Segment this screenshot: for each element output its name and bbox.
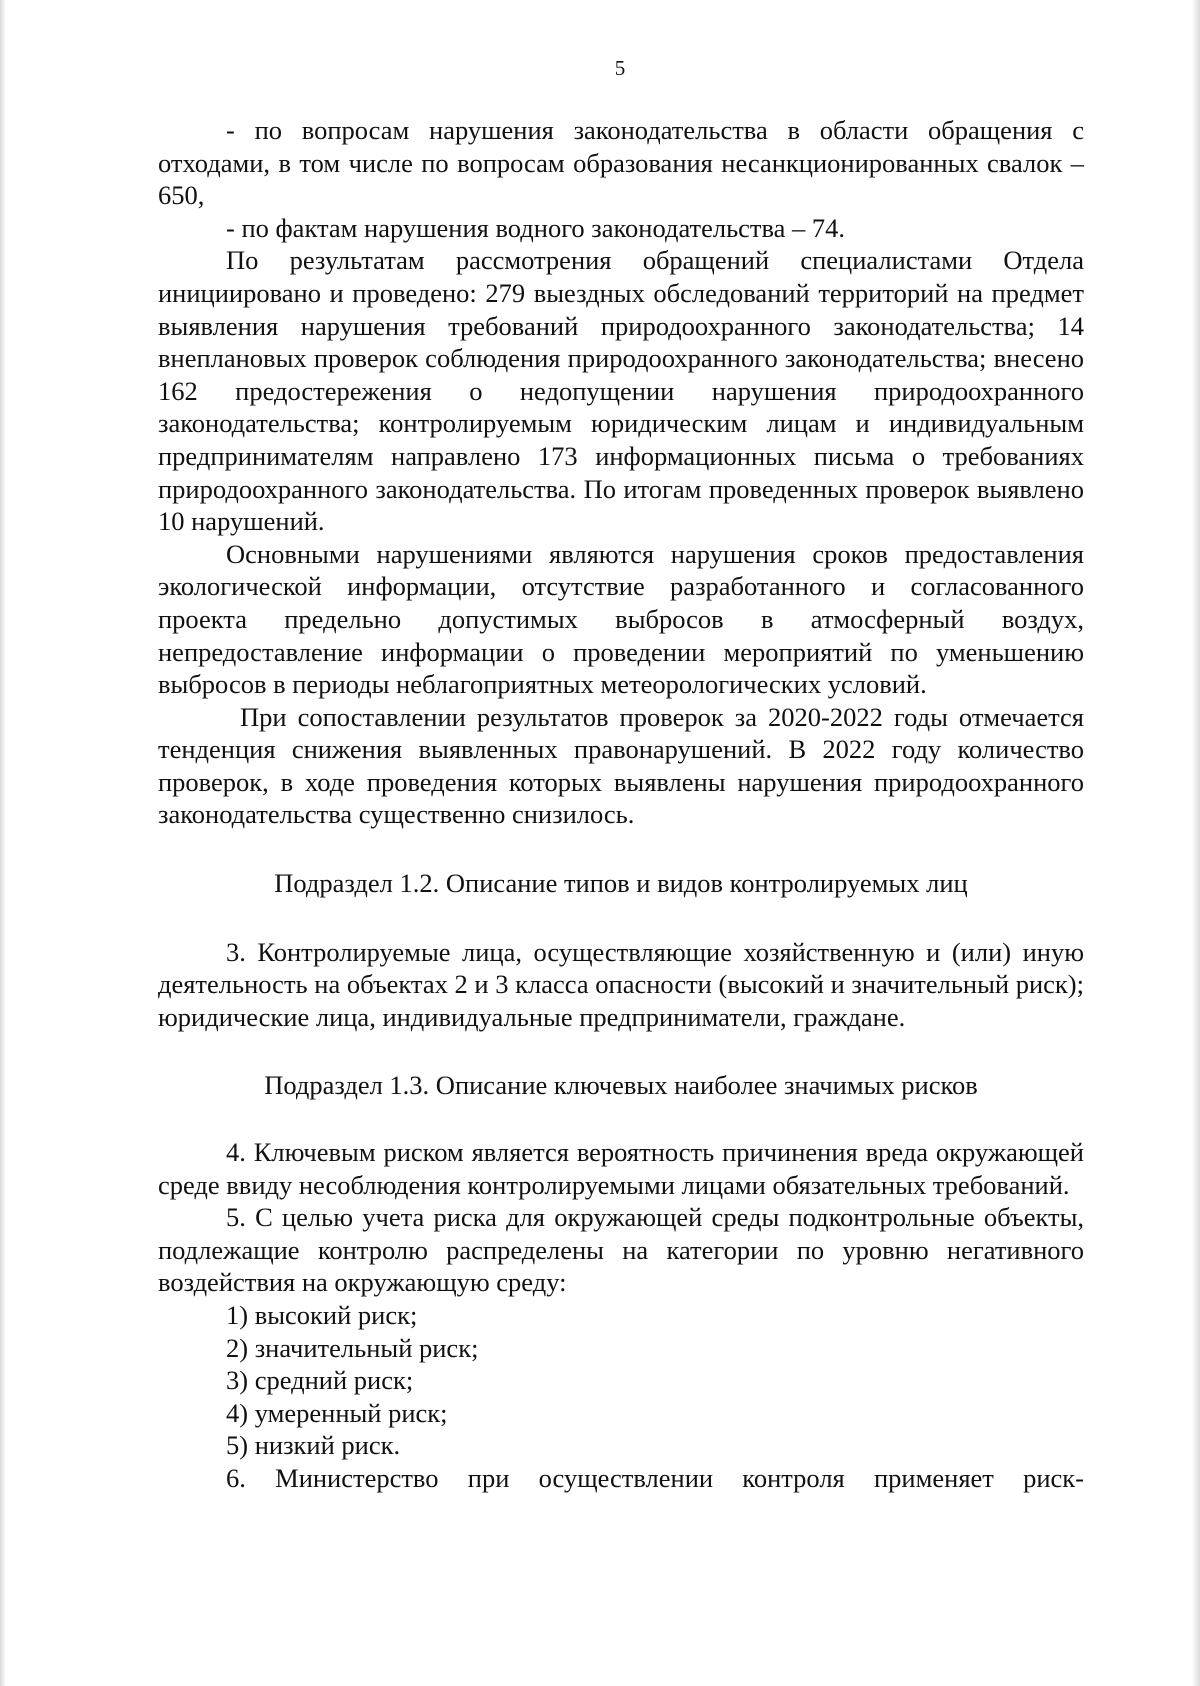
paragraph-4-key-risk: 4. Ключевым риском является вероятность причинения вреда окружающей среде ввиду несоблюдения контролируемыми лицами обязательных требований. — [158, 1137, 1084, 1200]
paragraph-6-ministry: 6. Министерство при осуществлении контроля применяет риск- — [226, 1462, 1084, 1493]
paragraph-3-controlled-persons: 3. Контролируемые лица, осуществляющие хозяйственную и (или) иную деятельность на объектах 2 и 3 класса опасности (высокий и значительный риск); юридические лица, индивидуальные предприниматели, граждане. — [158, 936, 1084, 1032]
subsection-heading-1-3: Подраздел 1.3. Описание ключевых наиболее значимых рисков — [264, 1070, 978, 1101]
paragraph-water-violations: - по фактам нарушения водного законодательства – 74. — [226, 212, 846, 243]
subsection-heading-1-2: Подраздел 1.2. Описание типов и видов контролируемых лиц — [274, 868, 968, 899]
spacer — [158, 1033, 1084, 1069]
paragraph-5-risk-categories: 5. С целью учета риска для окружающей среды подконтрольные объекты, подлежащие контролю распределены на категории по уровню негативного воздействия на окружающую среду: — [158, 1202, 1084, 1298]
list-item: 3) средний риск; — [226, 1365, 414, 1396]
spacer — [158, 900, 1084, 936]
paragraph-inspection-results: По результатам рассмотрения обращений специалистами Отдела инициировано и проведено: 279 выездных обследований территорий на предмет выявления нарушения требований природоохранного законодательства; 14 внеплановых проверок соблюдения природоохранного законодательства; внесено 162 предостережения о недопущении нарушения природоохранного законодательства; контролируемым юридическим лицам и индивидуальным предпринимателям направлено 173 информационных письма о требованиях природоохранного законодательства. По итогам проведенных проверок выявлено 10 нарушений. — [158, 245, 1084, 537]
document-body — [158, 114, 1084, 1495]
list-item: 5) низкий риск. — [226, 1430, 401, 1461]
list-item: 2) значительный риск; — [226, 1332, 479, 1363]
paragraph-main-violations: Основными нарушениями являются нарушения сроков предоставления экологической информации, отсутствие разработанного и согласованного проекта предельно допустимых выбросов в атмосферный воздух, непредоставление информации о проведении мероприятий по уменьшению выбросов в периоды неблагоприятных метеорологических условий. — [158, 538, 1084, 700]
list-item: 1) высокий риск; — [226, 1300, 418, 1330]
spacer — [158, 1102, 1084, 1136]
paragraph-waste-violations: - по вопросам нарушения законодательства в области обращения с отходами, в том числе по вопросам образования несанкционированных свалок – 650, — [158, 115, 1084, 211]
scan-edge-right — [1192, 0, 1200, 1686]
spacer — [158, 831, 1084, 867]
paragraph-comparison: При сопоставлении результатов проверок за 2020-2022 годы отмечается тенденция снижения выявленных правонарушений. В 2022 году количество проверок, в ходе проведения которых выявлены нарушения природоохранного законодательства существенно снизилось. — [158, 701, 1084, 830]
list-item: 4) умеренный риск; — [226, 1397, 448, 1428]
page-number: 5 — [614, 56, 626, 80]
scan-edge-left — [0, 0, 6, 1686]
risk-category-list — [158, 1299, 1084, 1462]
